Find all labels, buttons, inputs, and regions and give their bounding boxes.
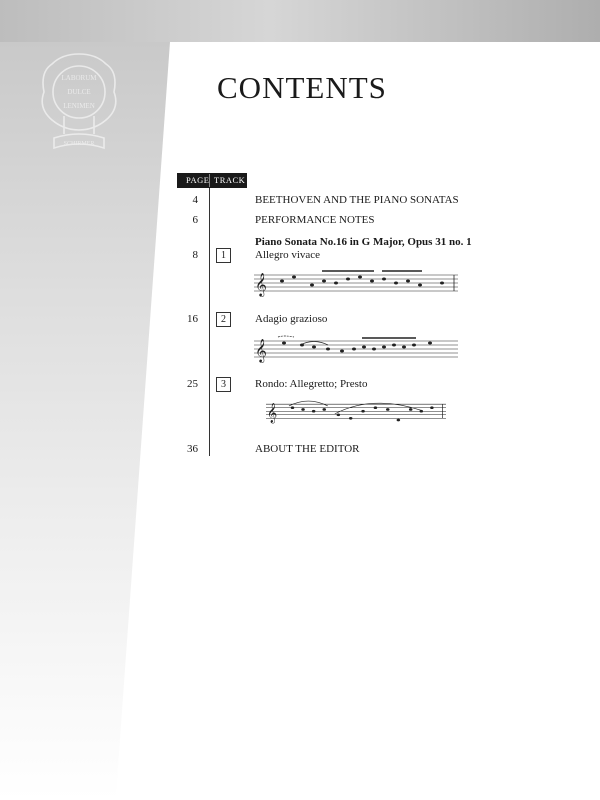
entry-page-number: 6: [192, 214, 198, 226]
column-header: [177, 173, 247, 188]
entry-title: BEETHOVEN AND THE PIANO SONATAS: [255, 194, 459, 206]
track-number-box: 1: [216, 248, 231, 263]
sonata-title: Piano Sonata No.16 in G Major, Opus 31 no. 1: [255, 236, 472, 248]
track-number-box: 2: [216, 312, 231, 327]
movement-title: Rondo: Allegretto; Presto: [255, 378, 368, 390]
entry-page-number: 8: [192, 249, 198, 261]
header-track-label: TRACK: [214, 175, 246, 185]
movement-title: Adagio grazioso: [255, 313, 328, 325]
header-divider: [209, 174, 210, 187]
page-title: CONTENTS: [217, 70, 387, 105]
svg-text:𝄞: 𝄞: [266, 403, 278, 424]
seal-motto-line-1: LABORUM: [61, 74, 97, 82]
entry-page-number: 16: [187, 313, 198, 325]
entry-page-number: 4: [192, 194, 198, 206]
side-gradient-panel: [0, 42, 170, 800]
entry-title: ABOUT THE EDITOR: [255, 443, 360, 455]
header-page-label: PAGE: [186, 175, 210, 185]
seal-banner: SCHIRMER: [63, 141, 95, 147]
svg-text:𝄞: 𝄞: [255, 272, 267, 296]
music-incipit-3: [254, 398, 458, 428]
entry-page-number: 25: [187, 378, 198, 390]
column-divider-line: [209, 188, 210, 456]
entry-page-number: 36: [187, 443, 198, 455]
entry-title: PERFORMANCE NOTES: [255, 214, 375, 226]
movement-title: Allegro vivace: [255, 249, 321, 261]
seal-motto-line-3: LENIMEN: [63, 102, 95, 110]
track-number-box: 3: [216, 377, 231, 392]
svg-text:𝄞: 𝄞: [255, 338, 267, 362]
music-incipit-1: [254, 268, 458, 298]
publisher-seal-icon: [36, 50, 122, 154]
top-gradient-band: [0, 0, 600, 42]
music-incipit-2: [254, 334, 458, 364]
seal-motto-line-2: DULCE: [67, 88, 91, 96]
